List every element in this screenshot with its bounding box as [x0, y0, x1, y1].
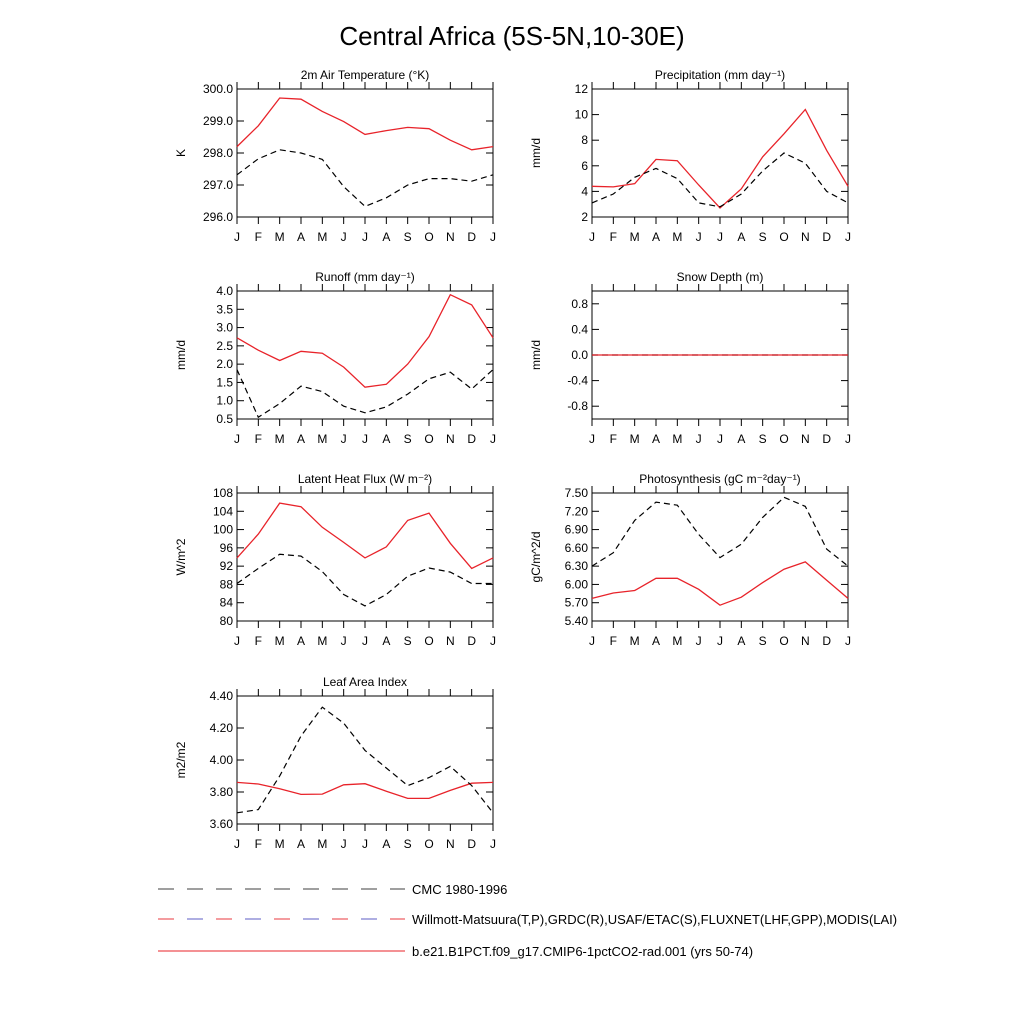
y-tick-label: 92	[219, 559, 233, 574]
y-tick-label: 6	[581, 158, 588, 173]
x-tick-label: M	[629, 432, 640, 446]
y-tick-label: 104	[212, 504, 233, 519]
x-tick-label: J	[362, 634, 368, 648]
series-line-obs	[592, 153, 848, 207]
x-tick-label: F	[254, 634, 263, 648]
y-tick-label: 4.20	[209, 721, 233, 735]
x-tick-label: O	[424, 634, 434, 648]
y-tick-label: 3.60	[209, 817, 233, 831]
series-line-obs	[237, 707, 493, 813]
x-tick-label: J	[845, 432, 851, 446]
y-tick-label: 3.0	[216, 320, 233, 335]
series-line-obs	[237, 150, 493, 207]
x-tick-label: N	[800, 230, 810, 244]
panel-title: Latent Heat Flux (W m⁻²)	[297, 472, 433, 486]
x-tick-label: S	[403, 837, 412, 851]
x-tick-label: J	[340, 230, 347, 244]
x-tick-label: S	[758, 432, 767, 446]
x-tick-label: O	[424, 837, 434, 851]
x-tick-label: J	[695, 634, 702, 648]
x-tick-label: J	[340, 837, 347, 851]
panel-title: 2m Air Temperature (°K)	[300, 68, 430, 82]
y-tick-label: 5.70	[564, 595, 588, 610]
y-tick-label: 6.00	[564, 577, 588, 592]
x-tick-label: J	[490, 230, 496, 244]
y-tick-label: 0.8	[571, 296, 588, 311]
x-tick-label: M	[274, 230, 285, 244]
series-line-model	[237, 503, 493, 568]
series-line-model	[237, 98, 493, 150]
legend-item-1	[158, 882, 507, 897]
x-tick-label: A	[737, 230, 746, 244]
y-tick-label: 2.0	[216, 357, 233, 372]
series-line-obs	[237, 554, 493, 606]
x-tick-label: J	[717, 634, 723, 648]
y-tick-label: 6.90	[564, 522, 588, 537]
x-tick-label: D	[467, 230, 477, 244]
x-tick-label: M	[274, 634, 285, 648]
y-tick-label: 4.0	[216, 284, 233, 298]
y-tick-label: 12	[574, 82, 588, 96]
plot-frame	[237, 89, 493, 217]
x-tick-label: D	[467, 432, 477, 446]
plot-frame	[237, 696, 493, 824]
x-tick-label: O	[424, 432, 434, 446]
y-tick-label: 7.20	[564, 504, 588, 519]
x-tick-label: J	[589, 432, 595, 446]
x-tick-label: J	[490, 634, 496, 648]
x-tick-label: J	[234, 837, 240, 851]
x-tick-label: J	[717, 230, 723, 244]
chart-panel-7	[174, 675, 496, 851]
x-tick-label: S	[403, 230, 412, 244]
x-tick-label: F	[254, 432, 263, 446]
x-tick-label: J	[695, 432, 702, 446]
y-axis-label: mm/d	[529, 340, 543, 370]
panel-title: Snow Depth (m)	[676, 270, 764, 284]
x-tick-label: O	[779, 432, 789, 446]
x-tick-label: F	[609, 634, 618, 648]
y-tick-label: 7.50	[564, 486, 588, 500]
x-tick-label: N	[445, 837, 455, 851]
y-tick-label: 1.5	[216, 375, 233, 390]
panels	[174, 68, 851, 851]
x-tick-label: D	[822, 432, 832, 446]
x-tick-label: S	[403, 634, 412, 648]
legend-label: CMC 1980-1996	[412, 882, 508, 897]
y-tick-label: 4.40	[209, 689, 233, 703]
x-tick-label: A	[296, 432, 306, 446]
legend-item-2	[158, 912, 897, 927]
x-tick-label: F	[254, 230, 263, 244]
y-tick-label: 296.0	[202, 210, 233, 224]
x-tick-label: J	[717, 432, 723, 446]
y-tick-label: 84	[219, 595, 233, 610]
plot-frame	[237, 493, 493, 621]
panel-title: Leaf Area Index	[322, 675, 408, 689]
y-tick-label: 2	[581, 210, 588, 224]
x-tick-label: O	[779, 230, 789, 244]
x-tick-label: S	[758, 230, 767, 244]
chart-panel-1	[174, 68, 496, 244]
x-tick-label: J	[234, 634, 240, 648]
x-tick-label: M	[317, 837, 328, 851]
y-axis-label: K	[174, 148, 188, 158]
chart-panel-2	[529, 68, 851, 244]
x-tick-label: N	[800, 432, 810, 446]
plot-frame	[237, 291, 493, 419]
x-tick-label: J	[362, 432, 368, 446]
x-tick-label: J	[845, 634, 851, 648]
y-tick-label: 4	[581, 184, 588, 199]
x-tick-label: A	[382, 432, 391, 446]
y-tick-label: 299.0	[202, 114, 233, 128]
y-tick-label: -0.4	[567, 373, 588, 388]
x-tick-label: M	[317, 432, 328, 446]
chart-panel-6	[529, 472, 851, 648]
x-tick-label: J	[490, 432, 496, 446]
x-tick-label: M	[672, 634, 683, 648]
x-tick-label: J	[234, 432, 240, 446]
legend-item-3	[158, 944, 753, 959]
y-tick-label: 2.5	[216, 338, 233, 353]
x-tick-label: J	[695, 230, 702, 244]
plot-frame	[592, 89, 848, 217]
series-line-obs	[237, 370, 493, 418]
x-tick-label: A	[382, 634, 391, 648]
x-tick-label: M	[672, 230, 683, 244]
x-tick-label: J	[589, 230, 595, 244]
series-line-model	[237, 295, 493, 388]
x-tick-label: D	[822, 230, 832, 244]
legend	[158, 882, 897, 959]
x-tick-label: A	[296, 230, 306, 244]
y-tick-label: 0.5	[216, 412, 233, 426]
y-tick-label: 6.30	[564, 559, 588, 574]
y-tick-label: 5.40	[564, 614, 588, 628]
x-tick-label: J	[490, 837, 496, 851]
y-tick-label: 100	[212, 522, 233, 537]
x-tick-label: J	[362, 837, 368, 851]
x-tick-label: M	[274, 432, 285, 446]
y-tick-label: 80	[219, 614, 233, 628]
x-tick-label: J	[234, 230, 240, 244]
x-tick-label: D	[822, 634, 832, 648]
figure-title: Central Africa (5S-5N,10-30E)	[339, 21, 685, 51]
x-tick-label: A	[651, 634, 661, 648]
panel-title: Runoff (mm day⁻¹)	[315, 270, 415, 284]
y-axis-label: W/m^2	[174, 538, 188, 576]
x-tick-label: J	[340, 634, 347, 648]
y-tick-label: 297.0	[202, 178, 233, 192]
series-line-model	[592, 110, 848, 209]
x-tick-label: S	[758, 634, 767, 648]
x-tick-label: F	[254, 837, 263, 851]
y-tick-label: 3.5	[216, 302, 233, 317]
y-tick-label: 8	[581, 133, 588, 148]
x-tick-label: N	[445, 230, 455, 244]
series-line-obs	[592, 497, 848, 566]
x-tick-label: A	[296, 837, 306, 851]
y-tick-label: 298.0	[202, 146, 233, 160]
y-tick-label: 0.0	[571, 348, 588, 362]
panel-title: Photosynthesis (gC m⁻²day⁻¹)	[639, 472, 801, 486]
x-tick-label: A	[737, 432, 746, 446]
x-tick-label: J	[845, 230, 851, 244]
y-tick-label: 96	[219, 540, 233, 555]
chart-panel-4	[529, 270, 851, 446]
x-tick-label: D	[467, 837, 477, 851]
x-tick-label: M	[672, 432, 683, 446]
y-tick-label: 0.4	[571, 322, 588, 337]
y-tick-label: -0.8	[567, 399, 588, 414]
x-tick-label: F	[609, 230, 618, 244]
y-axis-label: mm/d	[529, 138, 543, 168]
y-tick-label: 6.60	[564, 540, 588, 555]
x-tick-label: M	[629, 230, 640, 244]
legend-label: Willmott-Matsuura(T,P),GRDC(R),USAF/ETAC(S),FLUXNET(LHF,GPP),MODIS(LAI)	[412, 912, 898, 927]
x-tick-label: A	[651, 432, 661, 446]
series-line-model	[237, 782, 493, 798]
y-tick-label: 3.80	[209, 785, 233, 799]
x-tick-label: M	[629, 634, 640, 648]
x-tick-label: D	[467, 634, 477, 648]
y-tick-label: 108	[212, 486, 233, 500]
y-axis-label: m2/m2	[174, 741, 188, 779]
x-tick-label: M	[317, 230, 328, 244]
series-line-model	[592, 562, 848, 605]
x-tick-label: N	[445, 634, 455, 648]
chart-panel-3	[174, 270, 496, 446]
x-tick-label: J	[340, 432, 347, 446]
x-tick-label: A	[651, 230, 661, 244]
y-tick-label: 4.00	[209, 753, 233, 767]
y-axis-label: mm/d	[174, 340, 188, 370]
x-tick-label: N	[445, 432, 455, 446]
y-tick-label: 10	[574, 107, 588, 122]
x-tick-label: M	[317, 634, 328, 648]
x-tick-label: A	[382, 837, 391, 851]
y-tick-label: 88	[219, 577, 233, 592]
x-tick-label: O	[779, 634, 789, 648]
x-tick-label: A	[737, 634, 746, 648]
chart-panel-5	[174, 472, 496, 648]
y-tick-label: 1.0	[216, 393, 233, 408]
x-tick-label: S	[403, 432, 412, 446]
x-tick-label: J	[589, 634, 595, 648]
x-tick-label: A	[296, 634, 306, 648]
x-tick-label: J	[362, 230, 368, 244]
x-tick-label: O	[424, 230, 434, 244]
x-tick-label: F	[609, 432, 618, 446]
y-tick-label: 300.0	[202, 82, 233, 96]
y-axis-label: gC/m^2/d	[529, 531, 543, 583]
x-tick-label: A	[382, 230, 391, 244]
legend-label: b.e21.B1PCT.f09_g17.CMIP6-1pctCO2-rad.001 (yrs 50-74)	[412, 944, 754, 959]
x-tick-label: M	[274, 837, 285, 851]
panel-title: Precipitation (mm day⁻¹)	[654, 68, 786, 82]
x-tick-label: N	[800, 634, 810, 648]
